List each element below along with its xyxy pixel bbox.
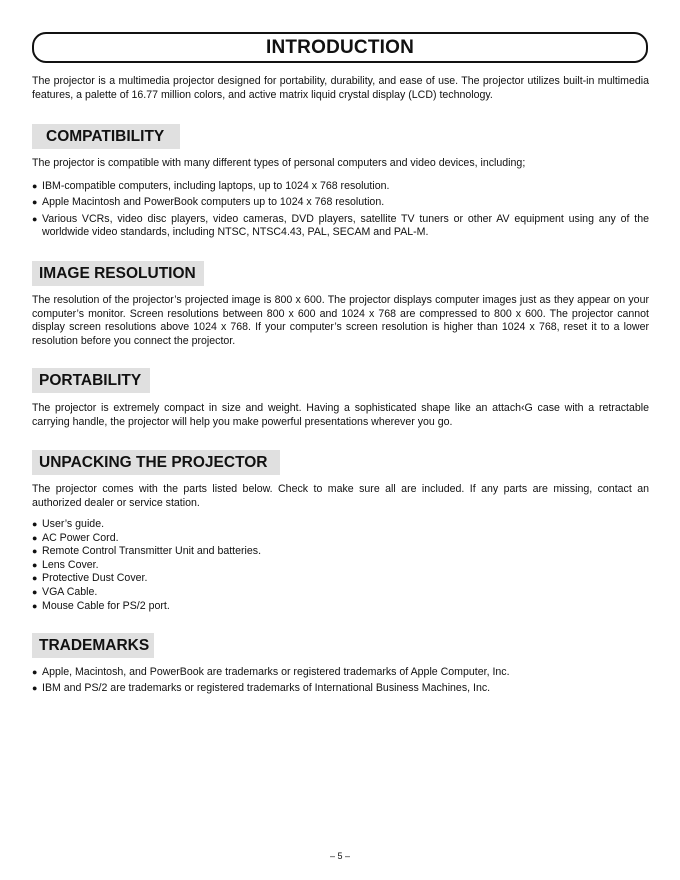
heading-compatibility: COMPATIBILITY [32,124,180,149]
image-resolution-paragraph: The resolution of the projector’s projected image is 800 x 600. The projector displays computer images just as they appear on your computer’s monitor. Screen resolutions between 800 x 600 and 1024 x 768 are compressed to 800 x 600. The projector cannot display screen resolutions above 1024 x 768. If your computer’s screen resolution is higher than 1024 x 768, reset it to a lower resolution before you connect the projector. [32,294,649,347]
list-item: ● IBM and PS/2 are trademarks or registered trademarks of International Business Machines, Inc. [32,682,491,695]
bullet-icon: ● [32,197,38,208]
bullet-icon: ● [32,559,38,570]
bullet-icon: ● [32,519,38,529]
list-item: ● Apple, Macintosh, and PowerBook are trademarks or registered trademarks of Apple Computer, Inc. [32,666,510,678]
list-item: ● Apple Macintosh and PowerBook computers up to 1024 x 768 resolution. [32,196,385,209]
list-item: ● Mouse Cable for PS/2 port. [32,599,170,612]
unpacking-paragraph: The projector comes with the parts listed below. Check to make sure all are included. If any parts are missing, contact an authorized dealer or service station. [32,483,649,509]
heading-image-resolution: IMAGE RESOLUTION [32,261,204,286]
list-item: ● AC Power Cord. [32,531,119,544]
bullet-icon: ● [32,683,38,694]
page-number: – 5 – [329,851,351,861]
list-item: ● User’s guide. [32,518,105,530]
list-item: ● Remote Control Transmitter Unit and batteries. [32,545,262,558]
bullet-icon: ● [32,181,38,191]
list-item: ● Various VCRs, video disc players, video cameras, DVD players, satellite TV tuners or other AV equipment using any of the worldwide video standards, including NTSC, NTSC4.43, PAL, SECAM and PAL-M. [32,212,649,239]
intro-paragraph: The projector is a multimedia projector designed for portability, durability, and ease of use. The projector utilizes built-in multimedia features, a palette of 16.77 million colors, and active matrix liquid crystal display (LCD) technology. [32,75,649,101]
bullet-icon: ● [32,213,38,224]
bullet-icon: ● [32,600,38,611]
bullet-icon: ● [32,586,38,597]
bullet-icon: ● [32,546,38,557]
trademarks-list [32,666,649,699]
unpacking-list [32,518,649,613]
heading-portability: PORTABILITY [32,368,150,393]
bullet-icon: ● [32,667,38,677]
compatibility-paragraph: The projector is compatible with many different types of personal computers and video devices, including; [32,157,526,169]
list-item: ● IBM-compatible computers, including laptops, up to 1024 x 768 resolution. [32,180,390,192]
bullet-icon: ● [32,532,38,543]
bullet-icon: ● [32,573,38,584]
portability-paragraph: The projector is extremely compact in size and weight. Having a sophisticated shape like an attach‹G case with a retractable carrying handle, the projector will help you make powerful presentations wherever you go. [32,402,649,428]
heading-unpacking: UNPACKING THE PROJECTOR [32,450,280,475]
heading-trademarks: TRADEMARKS [32,633,154,658]
list-item: ● Protective Dust Cover. [32,572,148,585]
list-item: ● VGA Cable. [32,585,98,598]
compatibility-list [32,180,649,243]
list-item: ● Lens Cover. [32,558,99,571]
page-title: INTRODUCTION [32,32,648,63]
